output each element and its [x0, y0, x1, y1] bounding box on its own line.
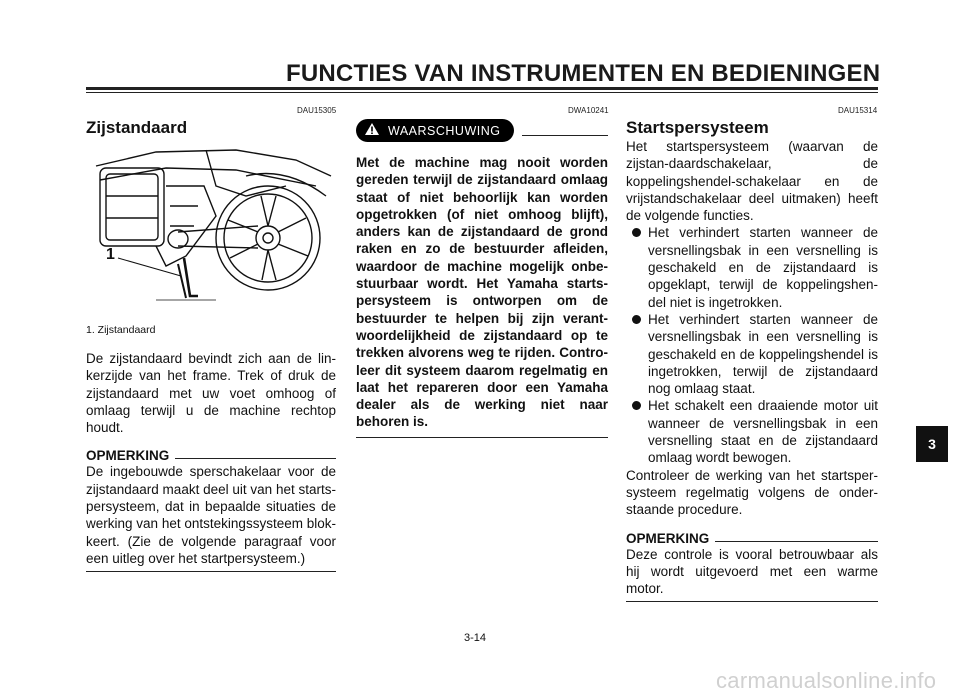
note-text-left: De ingebouwde sperschakelaar voor de zijstandaard maakt deel uit van het starts-persysteem, dat in bepaalde situaties de werking van het ontstekingssysteem blok-keert. (Zie de volgende paragraaf voor een uitleg over het startpersysteem.): [86, 464, 336, 566]
warning-heading: [356, 119, 608, 142]
warning-triangle-icon: [364, 122, 380, 139]
note-heading-right: [626, 531, 878, 546]
page-header-title: FUNCTIES VAN INSTRUMENTEN EN BEDIENINGEN: [286, 60, 881, 87]
note-label-right: OPMERKING: [626, 530, 710, 546]
sidestand-illustration: [86, 146, 336, 316]
section-heading-zijstandaard: Zijstandaard: [86, 118, 188, 137]
note-rule-left: [175, 458, 336, 459]
page-number: 3-14: [464, 632, 487, 644]
note-label-left: OPMERKING: [86, 448, 170, 464]
note-rule-right: [715, 541, 878, 542]
warning-rule: [522, 135, 608, 136]
outro-paragraph-right: Controleer de werking van het startsper-systeem regelmatig volgens de onder-staande procedure.: [626, 467, 878, 518]
watermark: carmanualsonline.info: [716, 668, 937, 693]
section-code-left: DAU15305: [297, 106, 337, 115]
function-bullet-list: [626, 224, 878, 466]
figure-caption: 1. Zijstandaard: [86, 324, 156, 336]
note-heading-left: [86, 448, 336, 463]
warning-label: WAARSCHUWING: [388, 123, 501, 138]
right-column: [626, 118, 878, 602]
note-end-rule-left: [86, 571, 336, 572]
warning-text: Met de machine mag nooit worden gereden terwijl de zijstandaard omlaag staat of niet behoorlijk kan worden opgetrokken (of niet omhoog blijft), anders kan de zijstandaard de grond raken en zo de bestuurder afleiden, waardoor de machine mogelijk onbe-stuurbaar wordt. Het Yamaha starts-persysteem is ontworpen om de bestuurder te helpen bij zijn verant-woordelijkheid de zijstandaard op te trekken alvorens weg te rijden. Contro-leer dit systeem daarom regelmatig en laat het repareren door een Yamaha dealer als de werking niet naar behoren is.: [356, 155, 608, 430]
intro-paragraph-right: Het startspersysteem (waarvan de zijstan-daardschakelaar, de koppelingshendel-schakelaar en de vrijstandschakelaar deel uitmaken) heeft de volgende functies.: [626, 139, 878, 224]
bullet-dot-icon: [632, 401, 641, 410]
warning-end-rule: [356, 437, 608, 438]
section-code-right: DAU15314: [838, 106, 878, 115]
header-rule-thin: [86, 92, 878, 93]
motorcycle-drawing: [86, 146, 336, 316]
callout-number: 1: [106, 246, 115, 263]
body-paragraph-left: De zijstandaard bevindt zich aan de lin-kerzijde van het frame. Trek of druk de zijstandaard met uw voet omhoog of omlaag terwijl u de machine rechtop houdt.: [86, 351, 336, 436]
bullet-item: Het verhindert starten wanneer de versnellingsbak in een versnelling is geschakeld en de zijstandaard is opgeklapt, terwijl de koppelingshen-del niet is ingetrokken.: [626, 224, 878, 310]
bullet-item: Het verhindert starten wanneer de versnellingsbak in een versnelling is geschakeld en de koppelingshendel is ingetrokken, terwijl de zijstandaard nog omlaag staat.: [626, 311, 878, 397]
bullet-dot-icon: [632, 315, 641, 324]
section-heading-startspersysteem: Startspersysteem: [626, 118, 769, 137]
note-end-rule-right: [626, 601, 878, 602]
warning-badge: [356, 119, 514, 142]
header-rule-thick: [86, 87, 878, 90]
left-column: [86, 118, 336, 572]
middle-column: [356, 119, 608, 438]
section-code-middle: DWA10241: [568, 106, 609, 115]
note-text-right: Deze controle is vooral betrouwbaar als hij wordt uitgevoerd met een warme motor.: [626, 546, 878, 597]
chapter-tab: 3: [916, 426, 948, 462]
bullet-dot-icon: [632, 228, 641, 237]
bullet-item: Het schakelt een draaiende motor uit wanneer de versnellingsbak in een versnelling staat en de zijstandaard omlaag wordt bewogen.: [626, 397, 878, 466]
